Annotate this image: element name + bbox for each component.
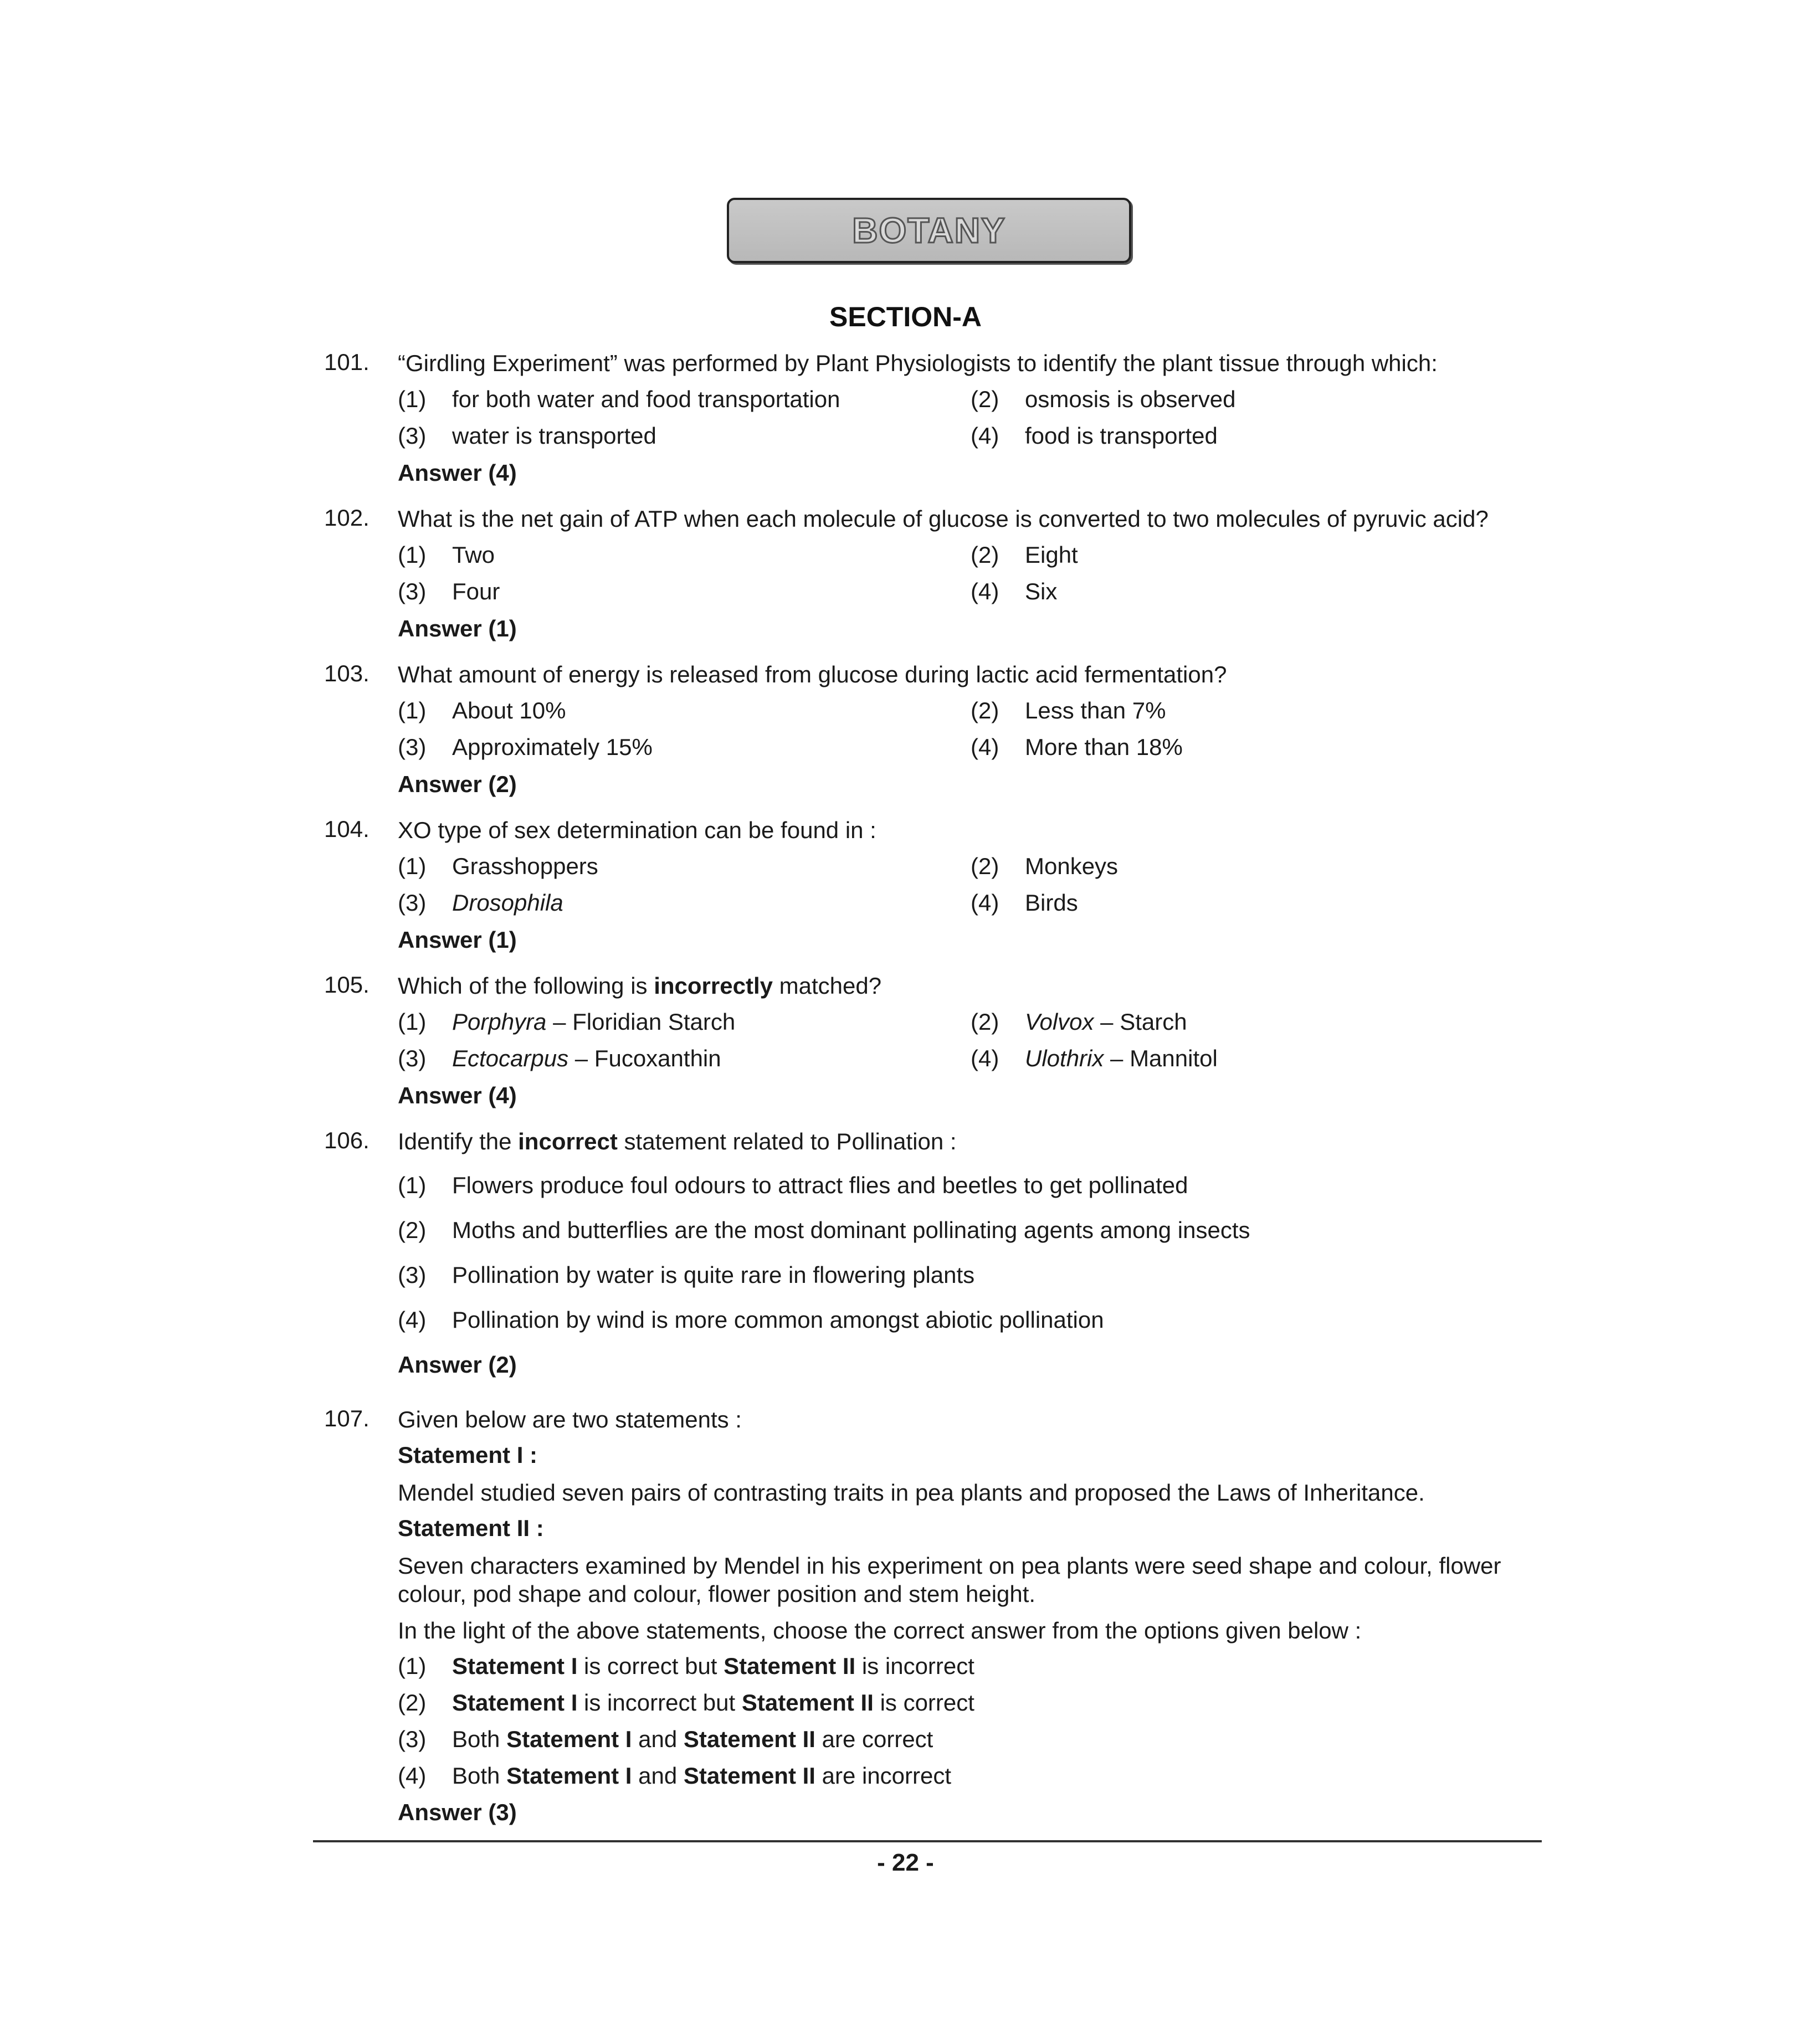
statement-1-heading: Statement I :: [398, 1442, 538, 1468]
statement-2-heading: Statement II :: [398, 1515, 544, 1541]
option-2: (2) Volvox – Starch: [971, 1009, 1187, 1035]
question-number: 104.: [324, 816, 370, 842]
question-text: Which of the following is incorrectly matched?: [398, 973, 882, 999]
option-3: (3) water is transported: [398, 423, 656, 449]
option-2: (2) Moths and butterflies are the most dominant pollinating agents among insects: [398, 1217, 1250, 1243]
option-4: (4) More than 18%: [971, 734, 1183, 760]
page-number: - 22 -: [877, 1849, 934, 1876]
option-4: (4) Ulothrix – Mannitol: [971, 1045, 1218, 1071]
answer: Answer (2): [398, 771, 517, 797]
subject-banner: [727, 198, 1131, 263]
option-1: (1) Two: [398, 542, 495, 568]
footer-divider: [313, 1840, 1542, 1842]
option-4: (4) Birds: [971, 890, 1078, 916]
question-number: 102.: [324, 505, 370, 531]
option-3: (3) Ectocarpus – Fucoxanthin: [398, 1045, 721, 1071]
question-number: 106.: [324, 1127, 370, 1153]
question-text: Identify the incorrect statement related to Pollination :: [398, 1128, 957, 1154]
question-text: Given below are two statements :: [398, 1406, 742, 1432]
option-2: (2) Statement I is incorrect but Statement II is correct: [398, 1689, 974, 1716]
option-1: (1) Grasshoppers: [398, 853, 598, 879]
answer: Answer (1): [398, 615, 517, 641]
option-2: (2) osmosis is observed: [971, 386, 1236, 412]
option-2: (2) Less than 7%: [971, 697, 1166, 723]
question-number: 101.: [324, 349, 370, 375]
question-text: What amount of energy is released from glucose during lactic acid fermentation?: [398, 661, 1227, 687]
option-3: (3) Both Statement I and Statement II are correct: [398, 1726, 933, 1752]
option-4: (4) Six: [971, 578, 1058, 604]
section-title: SECTION-A: [829, 301, 982, 332]
statement-2-text: Seven characters examined by Mendel in his experiment on pea plants were seed shape and colour, flower colour, pod shape and colour, flower position and stem height.: [398, 1553, 1501, 1607]
option-1: (1) Flowers produce foul odours to attract flies and beetles to get pollinated: [398, 1172, 1188, 1198]
answer: Answer (1): [398, 927, 517, 953]
option-3: (3) Approximately 15%: [398, 734, 653, 760]
option-1: (1) Statement I is correct but Statement II is incorrect: [398, 1653, 974, 1679]
option-1: (1) for both water and food transportation: [398, 386, 840, 412]
statement-1-text: Mendel studied seven pairs of contrasting traits in pea plants and proposed the Laws of Inheritance.: [398, 1480, 1425, 1506]
option-4: (4) Both Statement I and Statement II are incorrect: [398, 1763, 952, 1789]
answer: Answer (4): [398, 1082, 517, 1108]
question-text: XO type of sex determination can be found in :: [398, 817, 876, 843]
option-2: (2) Eight: [971, 542, 1078, 568]
option-4: (4) Pollination by wind is more common amongst abiotic pollination: [398, 1307, 1104, 1333]
question-number: 103.: [324, 660, 370, 686]
question-text: What is the net gain of ATP when each molecule of glucose is converted to two molecules of pyruvic acid?: [398, 506, 1489, 532]
option-1: (1) About 10%: [398, 697, 566, 723]
answer: Answer (3): [398, 1799, 517, 1825]
option-3: (3) Drosophila: [398, 890, 563, 916]
answer: Answer (2): [398, 1352, 517, 1378]
option-1: (1) Porphyra – Floridian Starch: [398, 1009, 736, 1035]
question-number: 105.: [324, 972, 370, 998]
option-2: (2) Monkeys: [971, 853, 1119, 879]
option-4: (4) food is transported: [971, 423, 1218, 449]
answer: Answer (4): [398, 460, 517, 486]
subject-title: BOTANY: [852, 210, 1006, 250]
option-3: (3) Four: [398, 578, 500, 604]
question-number: 107.: [324, 1405, 370, 1431]
question-text: “Girdling Experiment” was performed by Plant Physiologists to identify the plant tissue through which:: [398, 350, 1438, 376]
option-3: (3) Pollination by water is quite rare in flowering plants: [398, 1262, 975, 1288]
instruction-text: In the light of the above statements, choose the correct answer from the options given below :: [398, 1617, 1362, 1644]
